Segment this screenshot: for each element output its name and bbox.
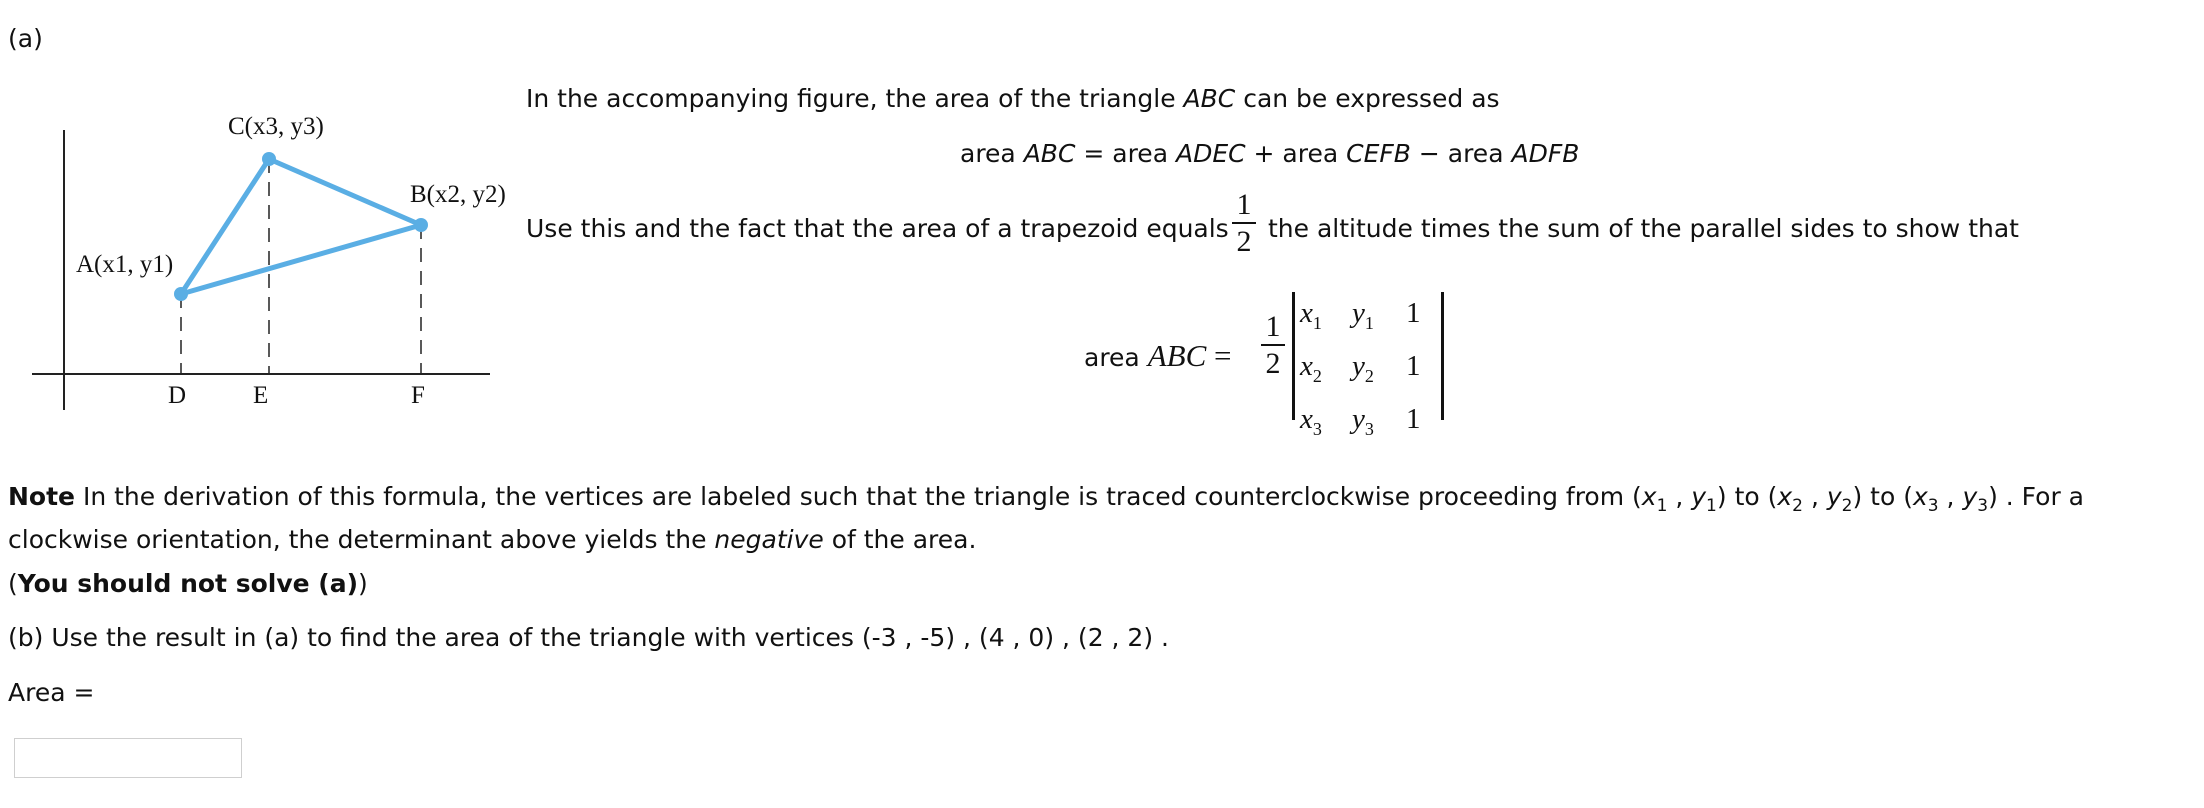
det-bar-right [1441, 292, 1444, 420]
part-a-label: (a) [8, 24, 43, 53]
formula-lhs: area ABC = [1084, 338, 1232, 373]
vertex-c [262, 152, 276, 166]
formula-fraction: 1 2 [1261, 312, 1285, 379]
triangle-abc [181, 159, 421, 294]
note-paragraph: Note In the derivation of this formula, the vertices are labeled such that the triangle is traced counterclockwise proceeding from ($x_1$ , $y_1$) to ($x_2$ , $y_2$) to ($x_3$ , $y_3$) . For a clockwise orientation, the determinant above yields the negative of the area. [8, 482, 2084, 554]
no-solve-note: (You should not solve (a)) [8, 569, 368, 598]
answer-label: Area = [8, 678, 95, 707]
part-b-question: (b) Use the result in (a) to find the area of the triangle with vertices (-3 , -5) , (4 , 0) , (2 , 2) . [8, 623, 1169, 652]
determinant-matrix: $x_1$ $y_1$ 1 $x_2$ $y_2$ 1 $x_3$ $y_3$ 1 [1300, 297, 1421, 439]
area-equation: area ABC = area ADEC + area CEFB − area ADFB [960, 139, 1580, 168]
point-c-label: C(x3, y3) [228, 113, 324, 140]
axis-label-d: D [168, 382, 187, 409]
half-fraction: 1 2 [1232, 190, 1256, 257]
vertex-a [174, 287, 188, 301]
axis-label-f: F [411, 382, 425, 409]
trapezoid-prefix: Use this and the fact that the area of a trapezoid equals [526, 214, 1229, 243]
area-answer-input[interactable] [14, 738, 242, 778]
det-bar-left [1292, 292, 1295, 420]
vertex-b [414, 218, 428, 232]
axis-label-e: E [253, 382, 269, 409]
intro-text: In the accompanying figure, the area of the triangle ABC can be expressed as [526, 84, 1500, 113]
point-a-label: A(x1, y1) [76, 251, 174, 278]
trapezoid-suffix: the altitude times the sum of the parallel sides to show that [1268, 214, 2019, 243]
point-b-label: B(x2, y2) [410, 181, 506, 208]
